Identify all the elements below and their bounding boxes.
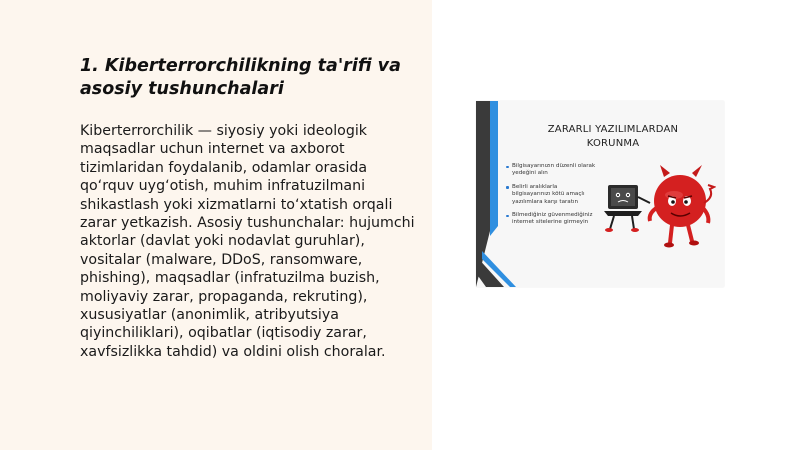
image-title-line1: ZARARLI YAZILIMLARDAN <box>547 124 679 135</box>
laptop-character-icon <box>604 185 650 232</box>
image-bullet-2: Belirli aralıklarla bilgisayarınızı kötü amaçlı yazılımlara karşı taratın <box>506 184 596 206</box>
slide-body-text: Kiberterrorchilik — siyosiy yoki ideologik maqsadlar uchun internet va axborot tizimlaridan foydalanib, odamlar orasida qo‘rquv uyg‘otish, muhim infratuzilmani shikastlash yoki xizmatlarni to‘xtatish orqali zarar yetkazish. Asosiy tushunchalar: hujumchi aktorlar (davlat yoki nodavlat guruhlar), vositalar (malware, DDoS, ransomware, phishing), maqsadlar (infratuzilma buzish, moliyaviy zarar, propaganda, rekruting), xususiyatlar (anonimlik, atribyutsiya qiyinchiliklari), oqibatlar (iqtisodiy zarar, xavfsizlikka tahdid) va oldini olish choralar. <box>80 123 415 360</box>
malware-protection-image <box>476 101 724 287</box>
slide-title: 1. Kiberterrorchilikning ta'rifi va asosiy tushunchalari <box>80 56 401 99</box>
red-devil-virus-icon <box>650 165 714 248</box>
image-bullet-1: Bilgisayarınızın düzenli olarak yedeğini alın <box>506 163 596 178</box>
image-title <box>510 123 716 151</box>
malware-illustration <box>604 163 716 259</box>
image-title-line2: KORUNMA <box>586 138 640 149</box>
image-bullet-3: Bilmediğiniz güvenmediğiniz internet sitelerine girmeyin <box>506 212 596 227</box>
image-bullet-list <box>506 163 596 233</box>
